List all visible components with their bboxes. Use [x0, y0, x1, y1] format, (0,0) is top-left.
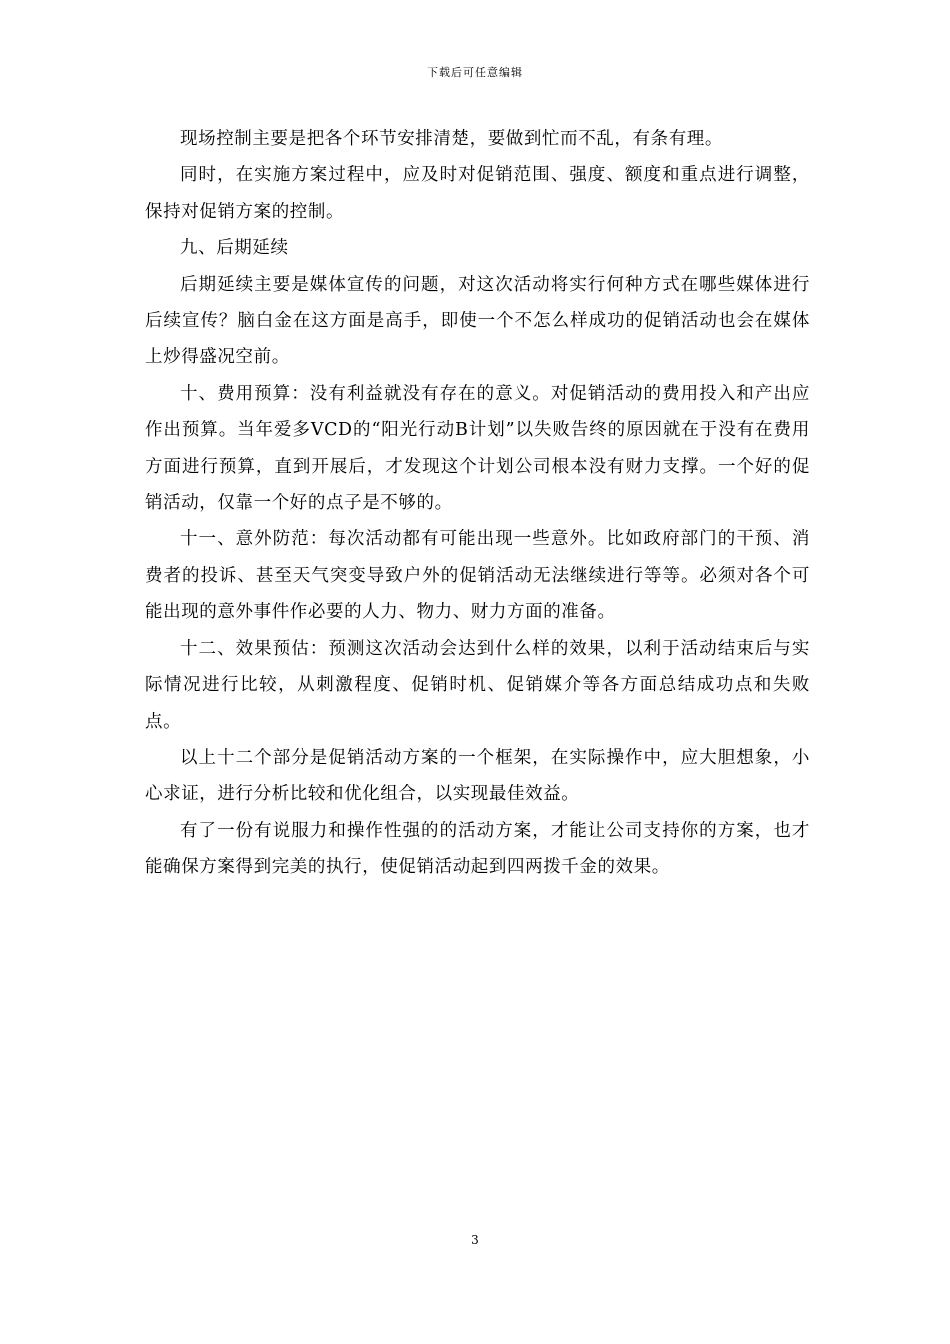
document-body	[145, 121, 810, 886]
paragraph-follow-up: 后期延续主要是媒体宣传的问题，对这次活动将实行何种方式在哪些媒体进行后续宣传？脑白金在这方面是高手，即使一个不怎么样成功的促销活动也会在媒体上炒得盛况空前。	[145, 274, 810, 368]
paragraph-budget: 十、费用预算：没有利益就没有存在的意义。对促销活动的费用投入和产出应作出预算。当年爱多VCD的“阳光行动B计划”以失败告终的原因就在于没有在费用方面进行预算，直到开展后，才发现这个计划公司根本没有财力支撑。一个好的促销活动，仅靠一个好的点子是不够的。	[145, 383, 810, 514]
section-heading-follow-up: 九、后期延续	[180, 238, 289, 259]
paragraph-site-control: 现场控制主要是把各个环节安排清楚，要做到忙而不乱，有条有理。	[180, 129, 723, 149]
paragraph-contingency: 十一、意外防范：每次活动都有可能出现一些意外。比如政府部门的干预、消费者的投诉、甚至天气突变导致户外的促销活动无法继续进行等等。必须对各个可能出现的意外事件作必要的人力、物力、财力方面的准备。	[145, 529, 810, 623]
page-number: 3	[471, 1233, 479, 1247]
page-header: 下载后可任意编辑	[427, 66, 523, 79]
paragraph-conclusion: 有了一份有说服力和操作性强的的活动方案，才能让公司支持你的方案，也才能确保方案得到完美的执行，使促销活动起到四两拨千金的效果。	[145, 820, 810, 878]
paragraph-adjustment: 同时，在实施方案过程中，应及时对促销范围、强度、额度和重点进行调整，保持对促销方案的控制。	[145, 165, 810, 222]
paragraph-framework-summary: 以上十二个部分是促销活动方案的一个框架，在实际操作中，应大胆想象，小心求证，进行分析比较和优化组合，以实现最佳效益。	[145, 747, 810, 805]
paragraph-effect-estimate: 十二、效果预估：预测这次活动会达到什么样的效果，以利于活动结束后与实际情况进行比较，从刺激程度、促销时机、促销媒介等各方面总结成功点和失败点。	[145, 638, 810, 732]
